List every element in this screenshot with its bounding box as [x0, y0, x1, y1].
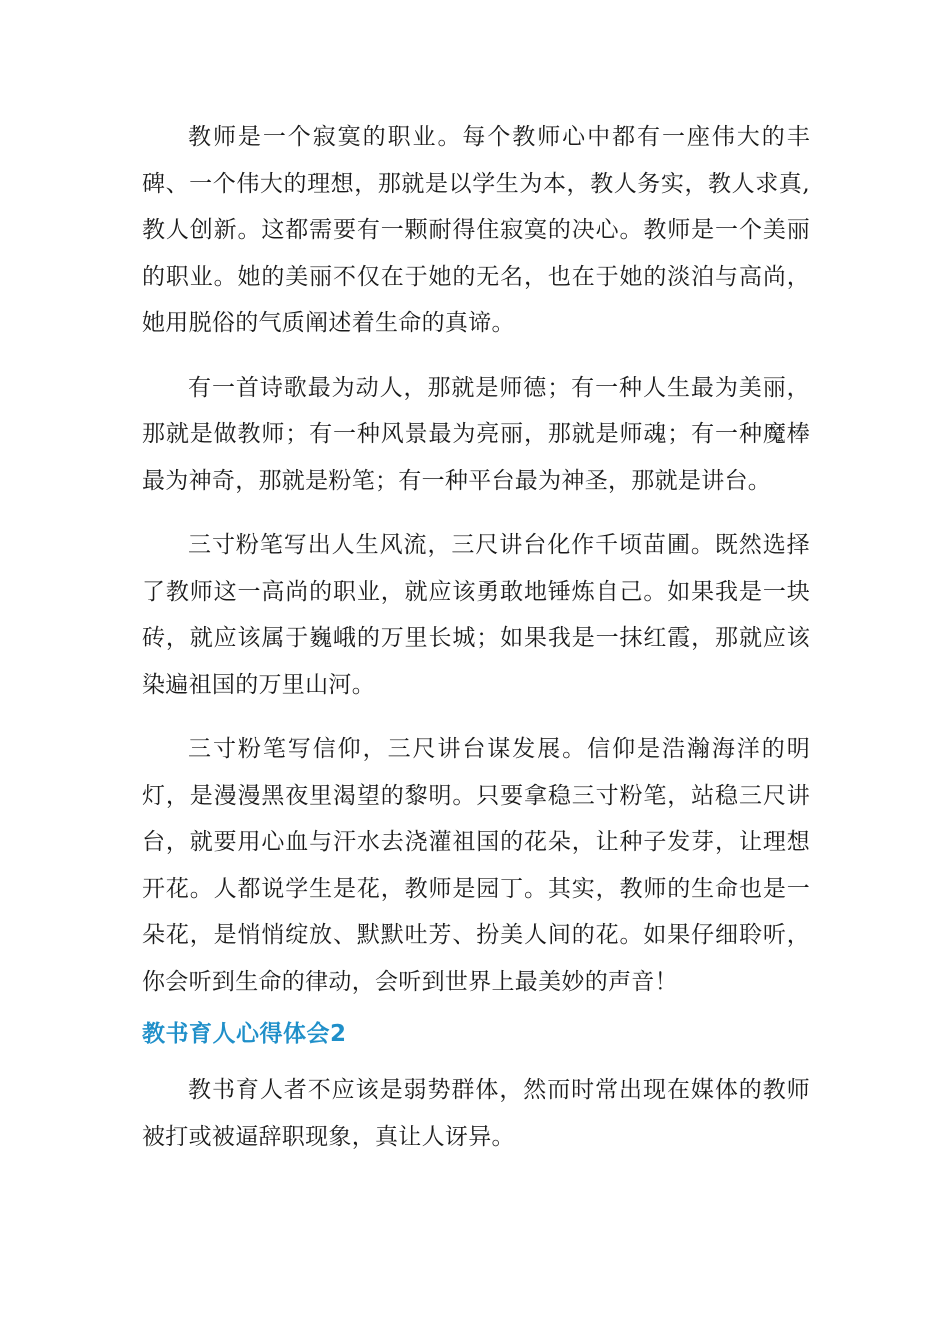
body-paragraph: 教师是一个寂寞的职业。每个教师心中都有一座伟大的丰碑、一个伟大的理想，那就是以学生为本，教人务实，教人求真,教人创新。这都需要有一颗耐得住寂寞的决心。教师是一个美丽的职业。她的美丽不仅在于她的无名，也在于她的淡泊与高尚，她用脱俗的气质阐述着生命的真谛。 [142, 124, 810, 336]
body-paragraph: 三寸粉笔写信仰，三尺讲台谋发展。信仰是浩瀚海洋的明灯，是漫漫黑夜里渴望的黎明。只要拿稳三寸粉笔，站稳三尺讲台，就要用心血与汗水去浇灌祖国的花朵，让种子发芽，让理想开花。人都说学生是花，教师是园丁。其实，教师的生命也是一朵花，是悄悄绽放、默默吐芳、扮美人间的花。如果仔细聆听，你会听到生命的律动，会听到世界上最美妙的声音！ [142, 736, 810, 995]
body-paragraph: 教书育人者不应该是弱势群体，然而时常出现在媒体的教师被打或被逼辞职现象，真让人讶异。 [142, 1077, 810, 1150]
body-paragraph: 有一首诗歌最为动人，那就是师德；有一种人生最为美丽，那就是做教师；有一种风景最为亮丽，那就是师魂；有一种魔棒最为神奇，那就是粉笔；有一种平台最为神圣，那就是讲台。 [142, 374, 810, 494]
document-page [142, 114, 810, 1160]
body-paragraph: 三寸粉笔写出人生风流，三尺讲台化作千顷苗圃。既然选择了教师这一高尚的职业，就应该勇敢地锤炼自己。如果我是一块砖，就应该属于巍峨的万里长城；如果我是一抹红霞，那就应该染遍祖国的万里山河。 [142, 532, 810, 698]
section-heading: 教书育人心得体会2 [142, 1021, 347, 1047]
